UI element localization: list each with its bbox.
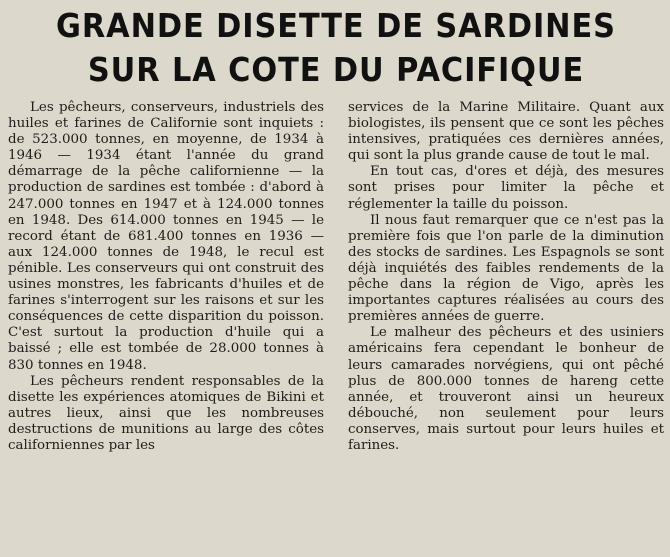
article-body: [8, 100, 664, 454]
left-column: [8, 100, 324, 454]
left-paragraph-2: Les pêcheurs rendent responsables de la disette les expériences atomiques de Bikini et autres lieux, ainsi que les nombreuses destructions de munitions au large des côtes californiennes par les: [8, 373, 324, 453]
right-paragraph-3: Il nous faut remarquer que ce n'est pas la première fois que l'on parle de la diminution des stocks de sardines. Les Espagnols se sont déjà inquiétés des faibles rendements de la pêche dans la région de Vigo, après les importantes captures réalisées au cours des premières années de guerre.: [348, 212, 664, 325]
right-paragraph-4: Le malheur des pêcheurs et des usiniers américains fera cependant le bonheur de leurs camarades norvégiens, qui ont pêché plus de 800.000 tonnes de hareng cette année, et trouveront ainsi un heureux débouché, non seulement pour leurs conserves, mais surtout pour leurs huiles et farines.: [348, 325, 664, 453]
article-headline: [34, 4, 638, 92]
right-paragraph-1: services de la Marine Militaire. Quant aux biologistes, ils pensent que ce sont les pêches intensives, pratiquées ces dernières années, qui sont la plus grande cause de tout le mal.: [348, 100, 664, 164]
right-column: [348, 100, 664, 454]
right-paragraph-2: En tout cas, d'ores et déjà, des mesures sont prises pour limiter la pêche et réglementer la taille du poisson.: [348, 164, 664, 212]
left-paragraph-1: Les pêcheurs, conserveurs, industriels des huiles et farines de Californie sont inquiets : de 523.000 tonnes, en moyenne, de 1934 à 1946 — 1934 étant l'année du grand démarrage de la pêche californienne — la production de sardines est tombée : d'abord à 247.000 tonnes en 1947 et à 124.000 tonnes en 1948. Des 614.000 tonnes en 1945 — le record étant de 681.400 tonnes en 1936 — aux 124.000 tonnes de 1948, le recul est pénible. Les conserveurs qui ont construit des usines monstres, les fabricants d'huiles et de farines s'interrogent sur les raisons et sur les conséquences de cette disparition du poisson. C'est surtout la production d'huile qui a baissé ; elle est tombée de 28.000 tonnes à 830 tonnes en 1948.: [8, 100, 324, 373]
headline-line-1: GRANDE DISETTE DE SARDINES: [56, 6, 616, 45]
headline-line-2: SUR LA COTE DU PACIFIQUE: [87, 50, 585, 89]
